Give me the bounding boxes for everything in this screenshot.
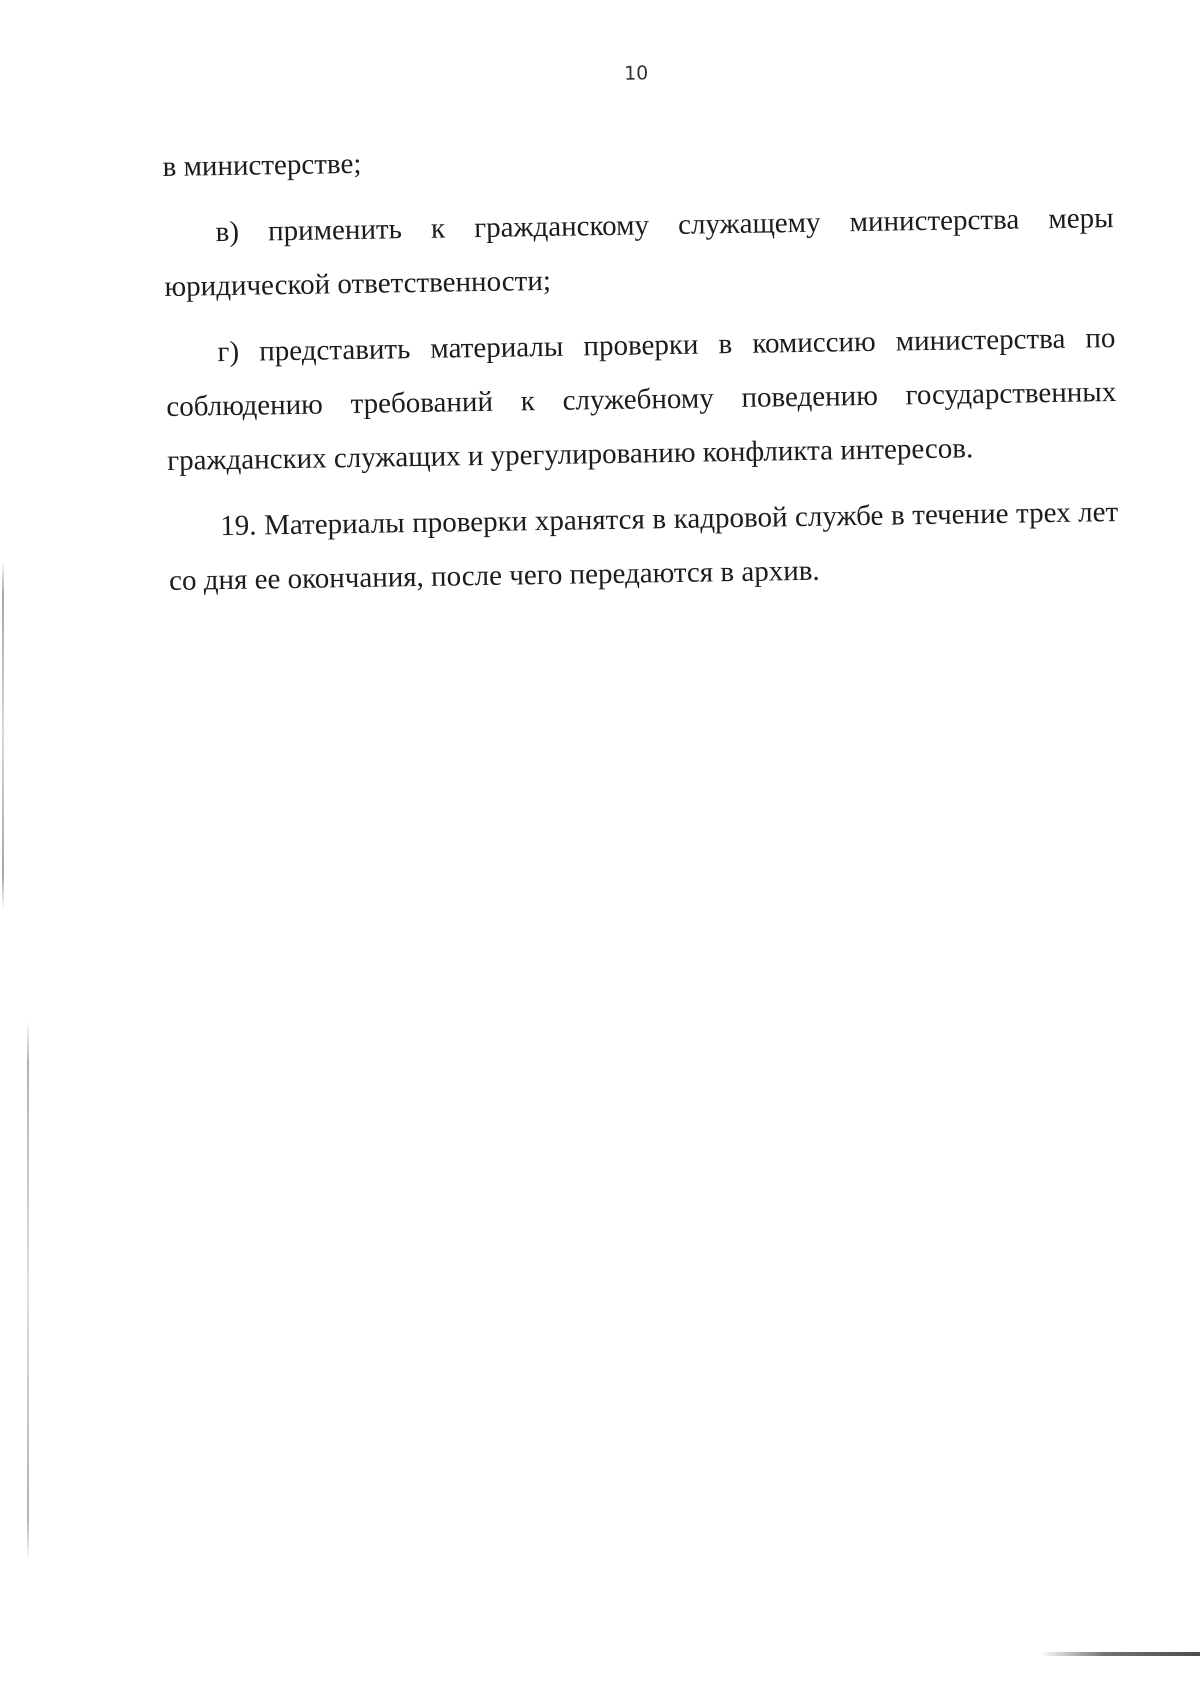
- document-body: [162, 125, 1119, 620]
- page-number: 10: [623, 62, 649, 85]
- paragraph-item-v: в) применить к гражданскому служащему министерства меры юридической ответственности;: [164, 202, 1114, 303]
- paragraph-19: 19. Материалы проверки хранятся в кадровой службе в течение трех лет со дня ее окончания, после чего передаются в архив.: [168, 496, 1119, 597]
- document-content: [160, 0, 1137, 1696]
- scan-edge-mark-lower: [27, 1020, 29, 1560]
- paragraph-continuation: в министерстве;: [162, 147, 362, 183]
- paragraph-item-g: г) представить материалы проверки в комиссию министерства по соблюдению требований к служебному поведению государственных гражданских служащих и урегулированию конфликта интересов.: [166, 322, 1117, 477]
- scan-edge-mark: [2, 560, 4, 910]
